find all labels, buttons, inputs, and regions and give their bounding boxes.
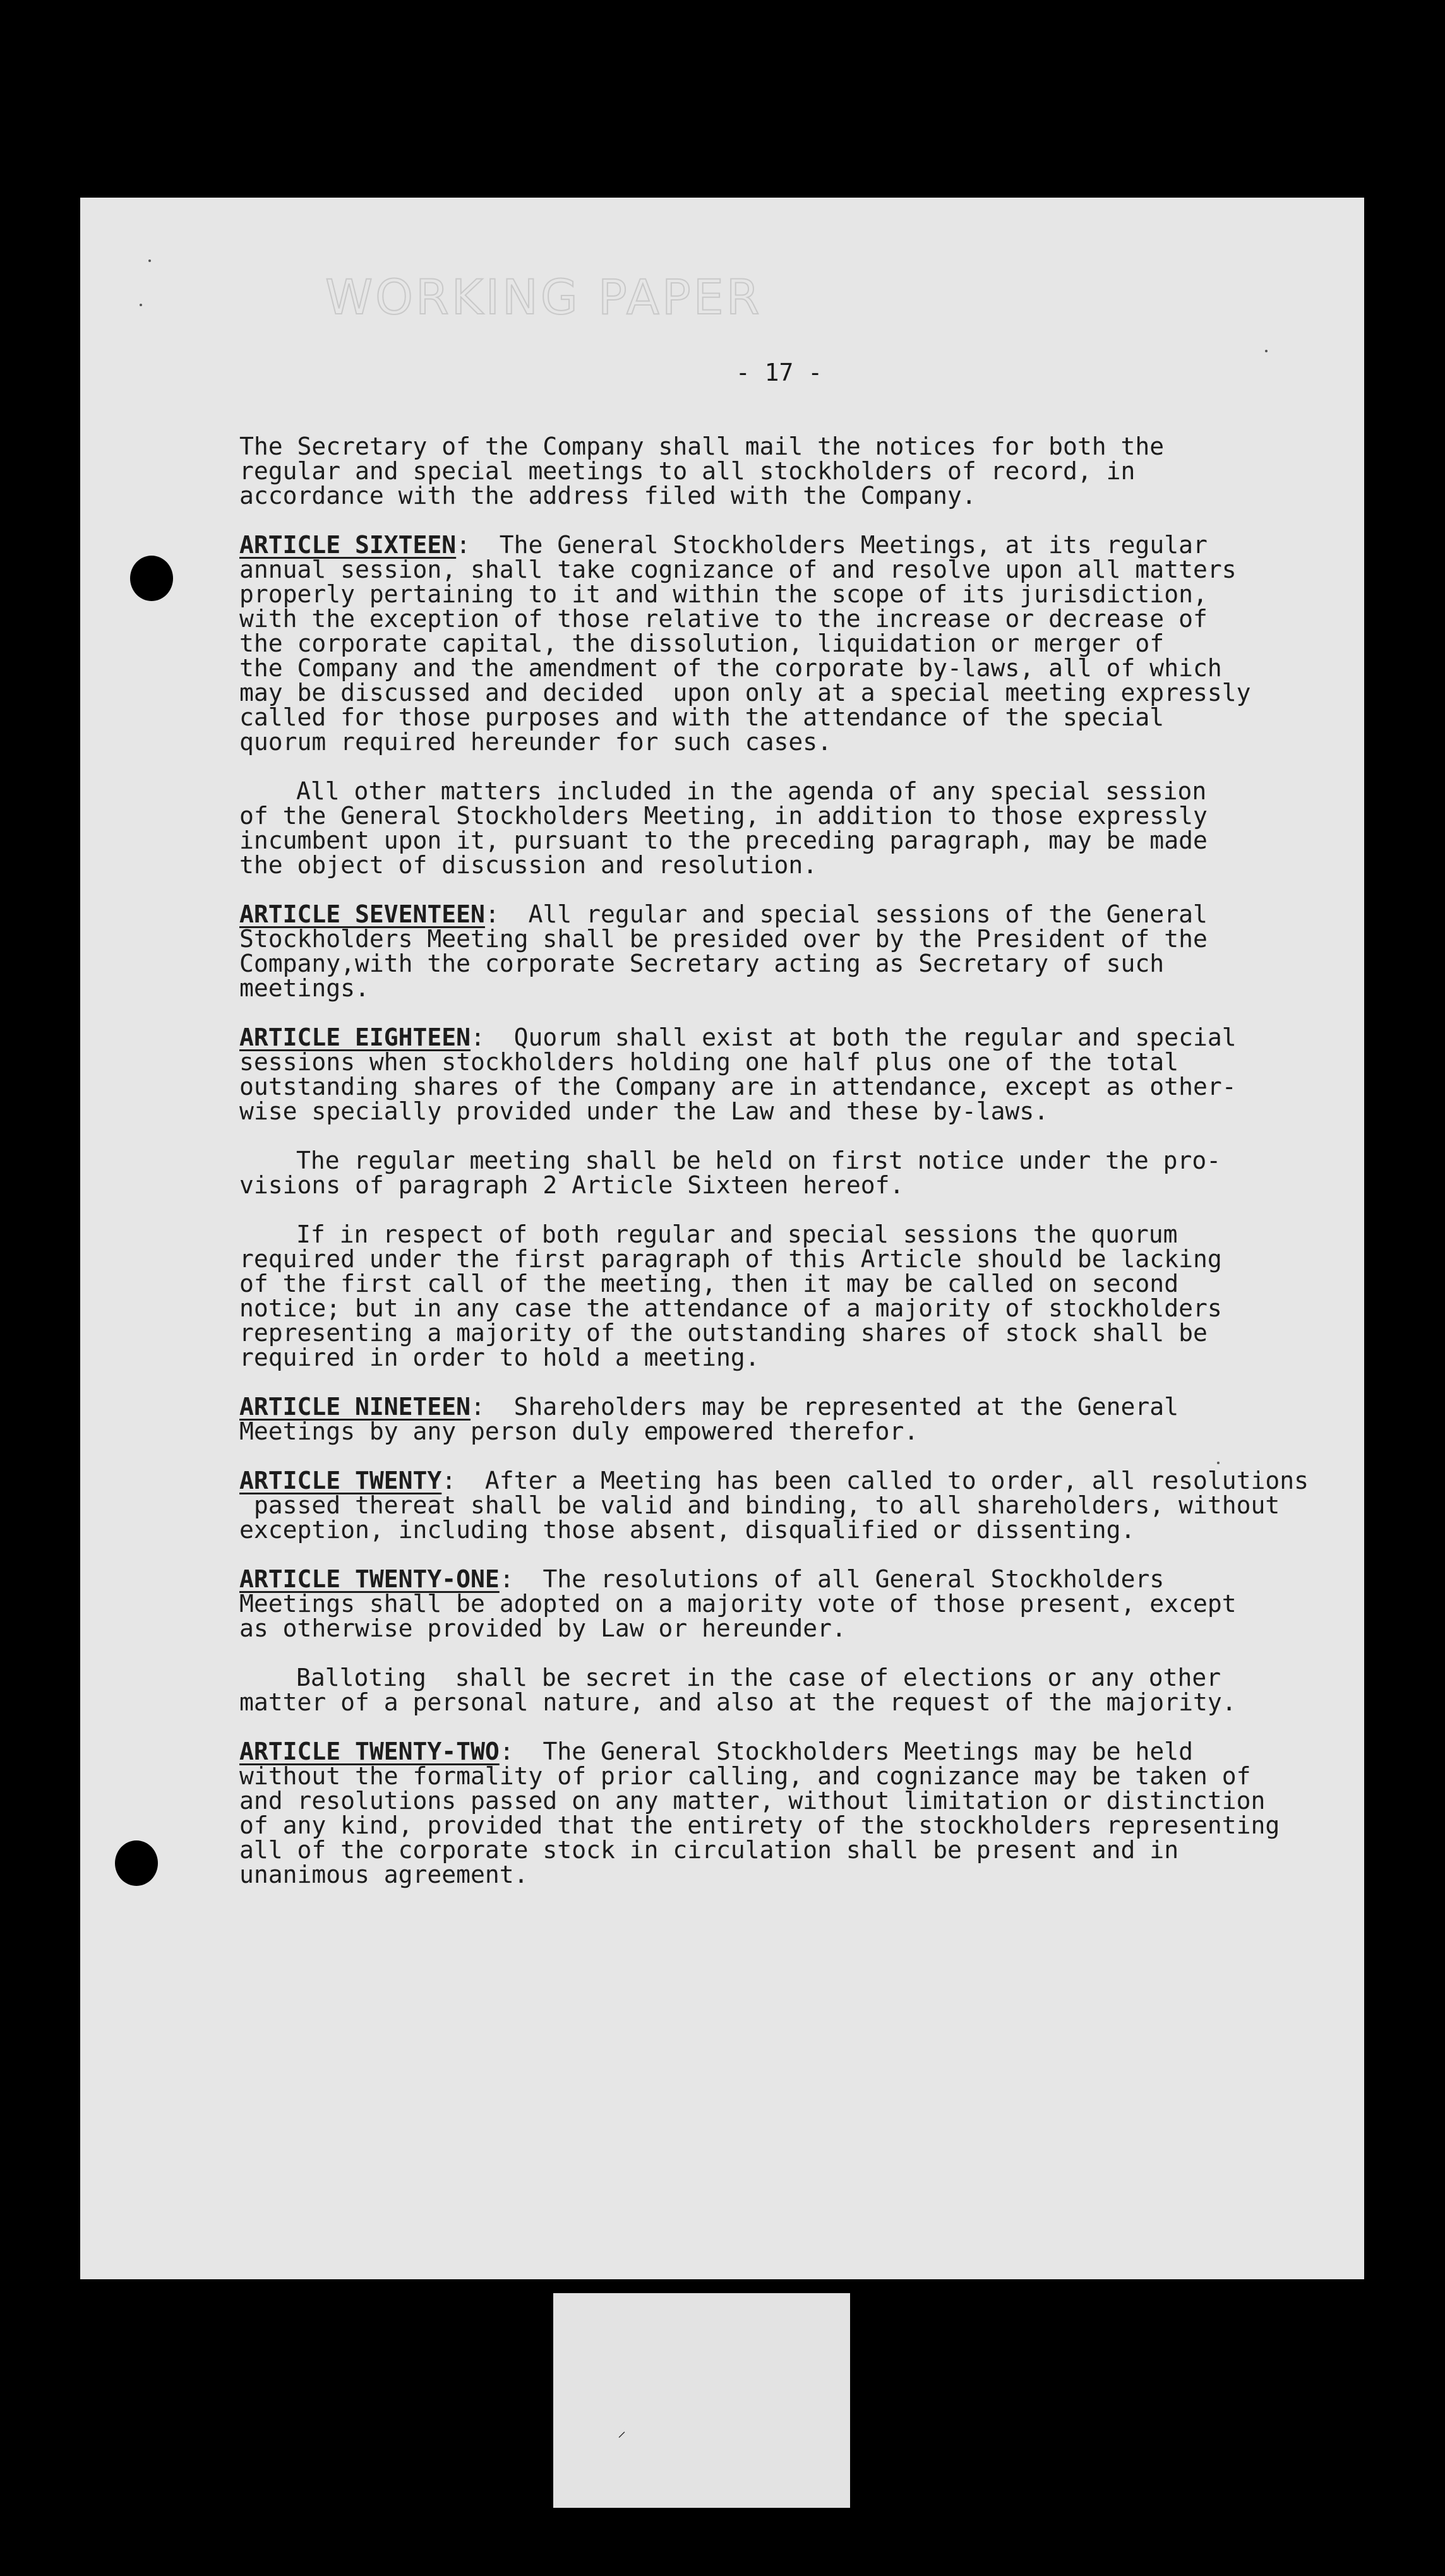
paragraph — [239, 434, 1427, 508]
text-line — [239, 1075, 1427, 1099]
tag-mark: ⸝ — [618, 2422, 627, 2441]
text-line — [239, 1173, 1427, 1198]
article-heading: ARTICLE TWENTY-TWO — [239, 1738, 500, 1765]
text-line — [239, 804, 1427, 828]
text-line — [239, 558, 1427, 582]
text-line — [239, 1395, 1427, 1419]
line-text: exception, including those absent, disqualified or dissenting. — [239, 1516, 1136, 1544]
text-line — [239, 1813, 1427, 1838]
text-line — [239, 1050, 1427, 1075]
text-line — [239, 1739, 1427, 1764]
text-line — [239, 902, 1427, 927]
text-line — [239, 434, 1427, 459]
text-line — [239, 853, 1427, 878]
dust-speck — [140, 304, 142, 306]
article-heading: ARTICLE EIGHTEEN — [239, 1023, 471, 1051]
paragraph — [239, 1469, 1427, 1542]
line-text: required under the first paragraph of this Article should be lacking — [239, 1245, 1222, 1273]
line-text: matter of a personal nature, and also at the request of the majority. — [239, 1688, 1237, 1716]
line-text: visions of paragraph 2 Article Sixteen hereof. — [239, 1171, 904, 1199]
line-text: quorum required hereunder for such cases. — [239, 728, 832, 756]
article-heading: ARTICLE NINETEEN — [239, 1393, 471, 1421]
line-text: of the first call of the meeting, then it may be called on second — [239, 1270, 1179, 1297]
line-text: Meetings by any person duly empowered therefor. — [239, 1417, 919, 1445]
line-text: Stockholders Meeting shall be presided over by the President of the — [239, 925, 1208, 953]
text-line — [239, 779, 1427, 804]
film-tag-card — [553, 2293, 850, 2508]
text-line — [239, 1666, 1427, 1690]
article-heading: ARTICLE TWENTY — [239, 1467, 442, 1494]
line-text: : After a Meeting has been called to order, all resolutions — [441, 1467, 1309, 1494]
line-text: notice; but in any case the attendance of a majority of stockholders — [239, 1294, 1222, 1322]
line-text: : All regular and special sessions of the General — [484, 900, 1208, 928]
line-text: of any kind, provided that the entirety of the stockholders representing — [239, 1811, 1280, 1839]
text-line — [239, 1518, 1427, 1542]
line-text: : Quorum shall exist at both the regular and special — [471, 1023, 1237, 1051]
line-text: properly pertaining to it and within the scope of its jurisdiction, — [239, 580, 1208, 608]
text-line — [239, 1099, 1427, 1124]
text-line — [239, 1764, 1427, 1789]
line-text: wise specially provided under the Law and these by-laws. — [239, 1097, 1049, 1125]
text-line — [239, 1321, 1427, 1345]
line-text: and resolutions passed on any matter, without limitation or distinction — [239, 1787, 1266, 1815]
paragraph — [239, 1739, 1427, 1887]
line-text: without the formality of prior calling, and cognizance may be taken of — [239, 1762, 1251, 1790]
document-page — [80, 198, 1364, 2279]
text-line — [239, 1567, 1427, 1592]
paragraph — [239, 902, 1427, 1001]
dust-speck — [1265, 350, 1268, 352]
text-line — [239, 1345, 1427, 1370]
line-text: If in respect of both regular and special sessions the quorum — [296, 1220, 1178, 1248]
watermark-stamp: WORKING PAPER — [325, 269, 762, 325]
paragraph — [239, 1025, 1427, 1124]
text-line — [239, 459, 1427, 484]
line-text: required in order to hold a meeting. — [239, 1344, 760, 1371]
text-line — [239, 1789, 1427, 1813]
text-line — [239, 1592, 1427, 1616]
line-text: sessions when stockholders holding one half plus one of the total — [239, 1048, 1179, 1076]
line-text: outstanding shares of the Company are in attendance, except as other- — [239, 1073, 1237, 1100]
text-line — [239, 730, 1427, 754]
line-text: with the exception of those relative to the increase or decrease of — [239, 605, 1208, 633]
text-line — [239, 951, 1427, 976]
line-text: called for those purposes and with the attendance of the special — [239, 703, 1165, 731]
line-text: passed thereat shall be valid and binding, to all shareholders, without — [239, 1491, 1280, 1519]
text-line — [239, 607, 1427, 631]
line-text: : The General Stockholders Meetings may be held — [499, 1738, 1193, 1765]
text-line — [239, 631, 1427, 656]
text-line — [239, 1247, 1427, 1272]
line-text: unanimous agreement. — [239, 1861, 529, 1888]
paragraph — [239, 533, 1427, 754]
article-heading: ARTICLE SIXTEEN — [239, 531, 457, 559]
text-line — [239, 681, 1427, 705]
paragraph — [239, 1666, 1427, 1715]
line-text: of the General Stockholders Meeting, in addition to those expressly — [239, 802, 1208, 830]
line-text: The regular meeting shall be held on first notice under the pro- — [296, 1147, 1221, 1174]
text-line — [239, 705, 1427, 730]
line-text: incumbent upon it, pursuant to the preceding paragraph, may be made — [239, 826, 1208, 854]
text-line — [239, 1419, 1427, 1444]
line-text: The Secretary of the Company shall mail the notices for both the — [239, 432, 1165, 460]
page-number: - 17 - — [735, 359, 823, 386]
text-line — [239, 1493, 1427, 1518]
text-line — [239, 976, 1427, 1001]
line-text: all of the corporate stock in circulation shall be present and in — [239, 1836, 1179, 1864]
line-text: All other matters included in the agenda of any special session — [296, 777, 1207, 805]
paragraph — [239, 1222, 1427, 1370]
paragraph — [239, 779, 1427, 878]
text-line — [239, 533, 1427, 558]
text-line — [239, 828, 1427, 853]
text-line — [239, 1025, 1427, 1050]
line-text: the Company and the amendment of the corporate by-laws, all of which — [239, 654, 1222, 682]
text-line — [239, 1222, 1427, 1247]
paragraph — [239, 1395, 1427, 1444]
line-text: Company,with the corporate Secretary acting as Secretary of such — [239, 950, 1165, 977]
line-text: may be discussed and decided upon only at a special meeting expressly — [239, 679, 1251, 707]
paragraph — [239, 1148, 1427, 1198]
line-text: regular and special meetings to all stockholders of record, in — [239, 457, 1136, 485]
article-heading: ARTICLE SEVENTEEN — [239, 900, 485, 928]
dust-speck — [1217, 1462, 1220, 1464]
line-text: Balloting shall be secret in the case of elections or any other — [296, 1664, 1221, 1691]
line-text: as otherwise provided by Law or hereunder. — [239, 1614, 846, 1642]
text-line — [239, 1690, 1427, 1715]
text-line — [239, 484, 1427, 508]
line-text: accordance with the address filed with the Company. — [239, 482, 976, 510]
line-text: the corporate capital, the dissolution, liquidation or merger of — [239, 629, 1165, 657]
text-line — [239, 1616, 1427, 1641]
text-line — [239, 1838, 1427, 1863]
line-text: Meetings shall be adopted on a majority vote of those present, except — [239, 1590, 1237, 1618]
line-text: representing a majority of the outstanding shares of stock shall be — [239, 1319, 1208, 1347]
line-text: the object of discussion and resolution. — [239, 851, 818, 879]
line-text: meetings. — [239, 974, 369, 1002]
punch-hole — [115, 1840, 158, 1886]
article-heading: ARTICLE TWENTY-ONE — [239, 1565, 500, 1593]
line-text: : The resolutions of all General Stockholders — [499, 1565, 1165, 1593]
text-line — [239, 582, 1427, 607]
paragraph — [239, 1567, 1427, 1641]
line-text: : The General Stockholders Meetings, at its regular — [456, 531, 1208, 559]
text-line — [239, 1272, 1427, 1296]
text-line — [239, 1469, 1427, 1493]
text-line — [239, 1296, 1427, 1321]
text-line — [239, 1863, 1427, 1887]
text-line — [239, 656, 1427, 681]
text-line — [239, 927, 1427, 951]
body-text — [239, 434, 1427, 1912]
line-text: : Shareholders may be represented at the General — [471, 1393, 1179, 1421]
punch-hole — [130, 556, 173, 601]
text-line — [239, 1148, 1427, 1173]
dust-speck — [148, 259, 151, 262]
line-text: annual session, shall take cognizance of and resolve upon all matters — [239, 556, 1237, 583]
